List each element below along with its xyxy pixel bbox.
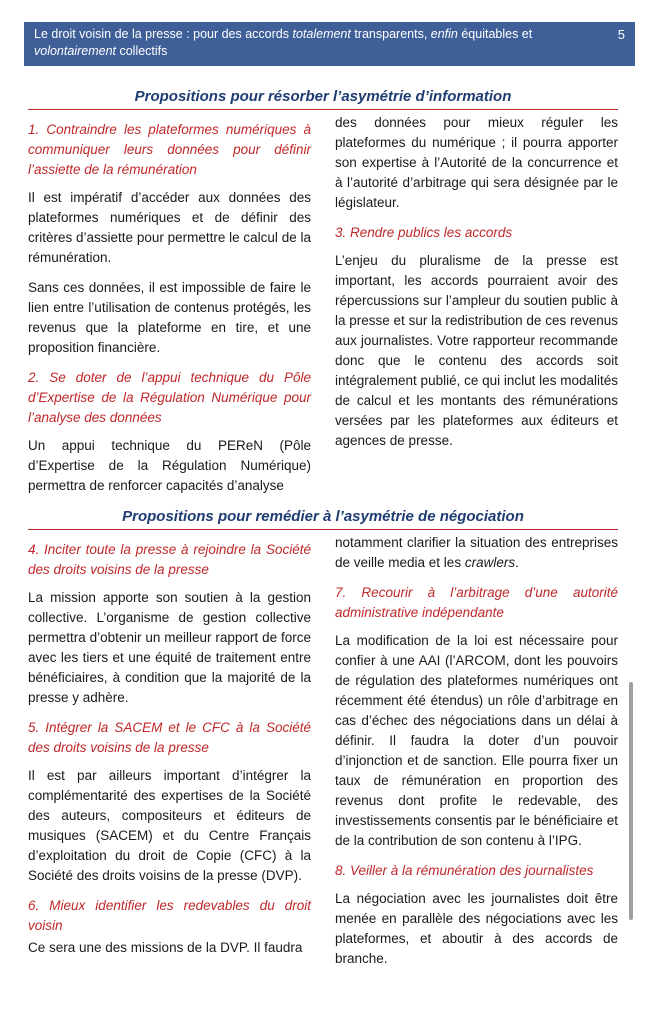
column-right [335,536,618,979]
column-right [335,116,618,506]
proposal-heading-2: 2. Se doter de l’appui technique du Pôle d’Expertise de la Régulation Numérique pour l’analyse des données [28,370,311,425]
paragraph: Sans ces données, il est impossible de faire le lien entre l’utilisation de contenus protégés, les revenus que la plateforme en tire, et une proposition financière. [28,280,311,355]
proposal-heading-4: 4. Inciter toute la presse à rejoindre la Société des droits voisins de la presse [28,542,311,577]
proposal-heading-5: 5. Intégrer la SACEM et le CFC à la Société des droits voisins de la presse [28,720,311,755]
page-number: 5 [617,27,625,42]
proposal-heading-6: 6. Mieux identifier les redevables du droit voisin [28,898,311,933]
paragraph: La modification de la loi est nécessaire pour confier à une AAI (l’ARCOM, dont les pouvoirs de régulation des plateformes numériques ont récemment été étendus) un rôle d’arbitrage en cas d’échec des négociations dans un délai à définir. Il faudra la doter d’un pouvoir d’injonction et de sanction. Elle pourra fixer un taux de rémunération en proportion des revenus dont profite le redevable, des investissements consentis par le bénéficiaire et de la contribution de son contenu à l’IPG. [335,633,618,848]
paragraph: Ce sera une des missions de la DVP. Il faudra [28,940,303,955]
proposal-heading-1: 1. Contraindre les plateformes numériques à communiquer leurs données pour définir l’assiette de la rémunération [28,122,311,177]
scrollbar[interactable] [629,682,633,920]
proposal-heading-8: 8. Veiller à la rémunération des journalistes [335,863,594,878]
section-title: Propositions pour résorber l’asymétrie d’information [28,88,618,110]
proposal-heading-3: 3. Rendre publics les accords [335,225,513,240]
paragraph: Il est impératif d’accéder aux données des plateformes numériques et de définir des critères d’assiette pour permettre le calcul de la rémunération. [28,190,311,265]
paragraph: La négociation avec les journalistes doit être menée en parallèle des négociations avec les plateformes, et aboutir à des accords de branche. [335,891,618,966]
paragraph: notamment clarifier la situation des entreprises de veille media et les crawlers. [335,535,618,570]
section-title: Propositions pour remédier à l’asymétrie de négociation [28,508,618,530]
section-information [28,88,618,506]
page-header [24,22,635,66]
column-left [28,536,311,979]
paragraph: Il est par ailleurs important d’intégrer la complémentarité des expertises de la Société des auteurs, compositeurs et éditeurs de musiques (SACEM) et du Centre Français d’exploitation du droit de Copie (CFC) à la Société des droits voisins de la presse (DVP). [28,768,311,883]
paragraph: L’enjeu du pluralisme de la presse est important, les accords pourraient avoir des répercussions sur l’ampleur du soutien public à la presse et sur la redistribution de ces revenus aux journalistes. Votre rapporteur recommande donc que le contenu des accords soit intégralement publié, ce qui inclut les modalités de calcul et les montants des rémunérations versées par les plateformes aux éditeurs et agences de presse. [335,253,618,448]
paragraph: La mission apporte son soutien à la gestion collective. L’organisme de gestion collective permettra d’obtenir un meilleur rapport de force avec les tiers et une équité de traitement entre bénéficiaires, à condition que la majorité de la presse y adhère. [28,590,311,705]
paragraph: des données pour mieux réguler les plateformes du numérique ; il pourra apporter son expertise à l’Autorité de la concurrence et à l’autorité d’arbitrage qui sera désignée par le législateur. [335,115,618,210]
section-negotiation [28,508,618,979]
column-left [28,116,311,506]
paragraph: Un appui technique du PEReN (Pôle d’Expertise de la Régulation Numérique) permettra de renforcer capacités d’analyse [28,438,311,493]
header-title: Le droit voisin de la presse : pour des accords totalement transparents, enfin équitables et volontairement collectifs [34,27,533,58]
proposal-heading-7: 7. Recourir à l’arbitrage d’une autorité administrative indépendante [335,585,618,620]
